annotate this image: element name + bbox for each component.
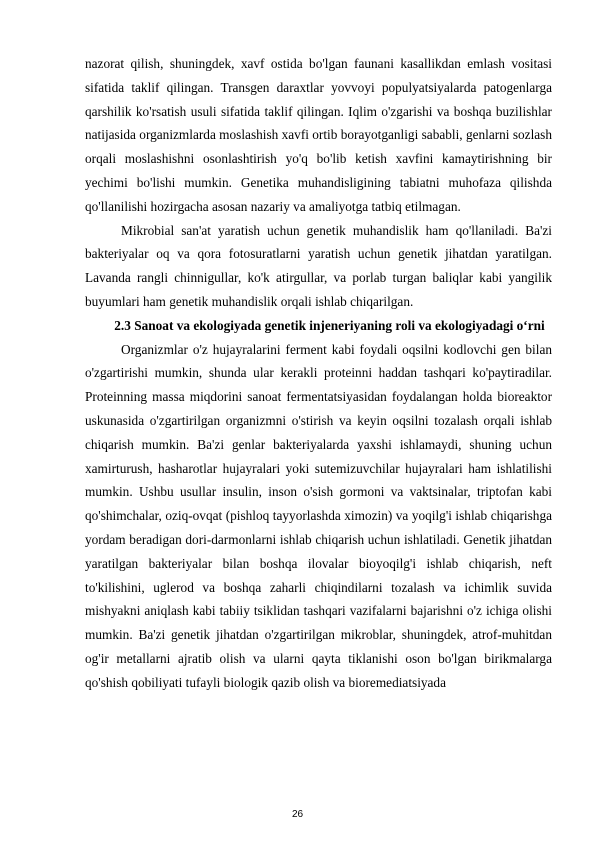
paragraph-microbial-art: Mikrobial san'at yaratish uchun genetik muhandislik ham qo'llaniladi. Ba'zi bakteriyalar oq va qora fotosuratlarni yaratish uchun genetik jihatdan yaratilgan. Lavanda rangli chinnigullar, ko'k atirgullar, va porlab turgan baliqlar kabi yangilik buyumlari ham genetik muhandislik orqali ishlab chiqarilgan. [85,222,552,309]
page-number: 26 [291,809,304,820]
paragraph-continuation: nazorat qilish, shuningdek, xavf ostida bo'lgan faunani kasallikdan emlash vositasi sifatida taklif qilingan. Transgen daraxtlar yovvoyi populyatsiyalarda patogenlarga qarshilik ko'rsatish usuli sifatida taklif qilingan. Iqlim o'zgarishi va boshqa buzilishlar natijasida organizmlarda moslashish xavfi ortib borayotganligi sababli, genlarni sozlash orqali moslashishni osonlashtirish yo'q bo'lib ketish xavfini kamaytirishning bir yechimi bo'lishi mumkin. Genetika muhandisligining tabiatni muhofaza qilishda qo'llanilishi hozirgacha asosan nazariy va amaliyotga tatbiq etilmagan. [85,56,552,214]
document-page [85,52,552,695]
paragraph-industry: Organizmlar o'z hujayralarini ferment kabi foydali oqsilni kodlovchi gen bilan o'zgartirishi mumkin, shunda ular kerakli proteinni haddan tashqari ko'paytiradilar. Proteinning massa miqdorini sanoat fermentatsiyasidan foydalangan holda bioreaktor uskunasida o'zgartirilgan organizmni o'stirish va keyin oqsilni tozalash orqali ishlab chiqarish mumkin. Ba'zi genlar bakteriyalarda yaxshi ishlamaydi, shuning uchun xamirturush, hasharotlar hujayralari yoki sutemizuvchilar hujayralari ham ishlatilishi mumkin. Ushbu usullar insulin, inson o'sish gormoni va vaktsinalar, triptofan kabi qo'shimchalar, oziq-ovqat (pishloq tayyorlashda ximozin) va yoqilg'i ishlab chiqarishga yordam beradigan dori-darmonlarni ishlab chiqarish uchun ishlatiladi. Genetik jihatdan yaratilgan bakteriyalar bilan boshqa ilovalar bioyoqilg'i ishlab chiqarish, neft to'kilishini, uglerod va boshqa zaharli chiqindilarni tozalash va ichimlik suvida mishyakni aniqlash kabi tabiiy tsiklidan tashqari vazifalarni bajarishni o'z ichiga olishi mumkin. Ba'zi genetik jihatdan o'zgartirilgan mikroblar, shuningdek, atrof-muhitdan og'ir metallarni ajratib olish va ularni qayta tiklanishi oson bo'lgan birikmalarga qo'shish qobiliyati tufayli biologik qazib olish va bioremediatsiyada [85,341,552,690]
section-heading: 2.3 Sanoat va ekologiyada genetik injeneriyaning roli va ekologiyadagi o‘rni [114,317,545,333]
